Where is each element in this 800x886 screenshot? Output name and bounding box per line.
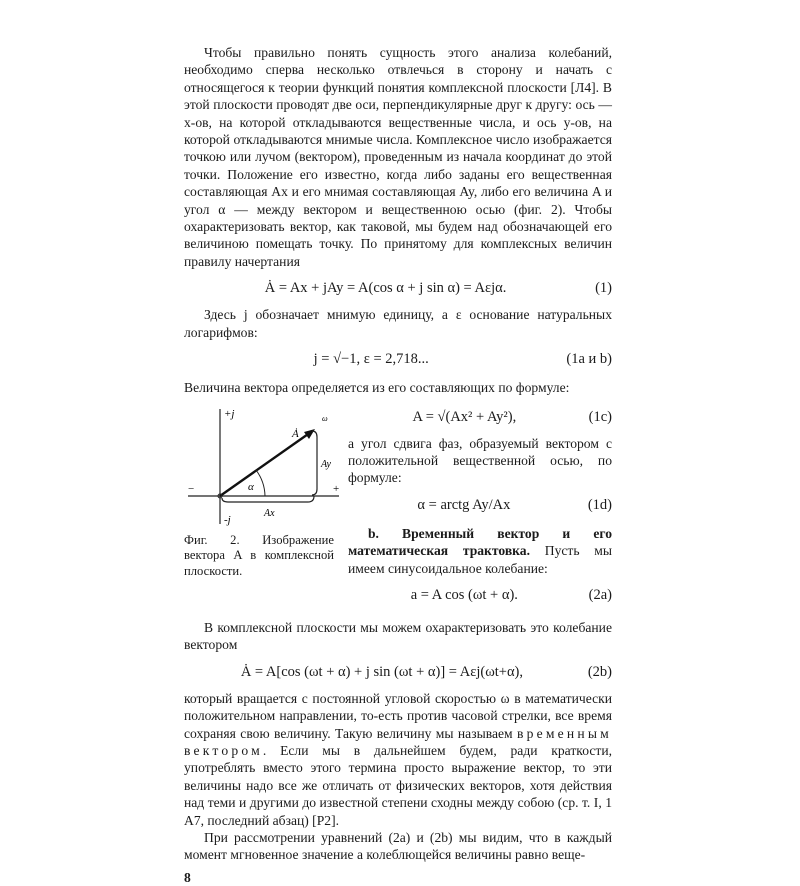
plus-sign-label: + bbox=[333, 482, 340, 495]
equation-1c bbox=[348, 399, 612, 435]
figure-2 bbox=[184, 399, 344, 580]
equation-formula: Ȧ = A[cos (ωt + α) + j sin (ωt + α)] = Aεj(ωt+α), bbox=[240, 663, 523, 680]
ay-bracket bbox=[312, 431, 317, 495]
equation-1ab bbox=[184, 341, 612, 377]
equation-label: (2a) bbox=[588, 586, 612, 603]
paragraph-section-b bbox=[348, 525, 612, 577]
figure-and-formulas bbox=[184, 399, 612, 613]
right-column bbox=[348, 399, 612, 613]
paragraph-j-definition: Здесь j обозначает мнимую единицу, а ε основание натуральных логарифмов: bbox=[184, 307, 612, 340]
equation-label: (2b) bbox=[587, 663, 612, 680]
section-text: Пусть мы имеем синусоидальное колебание: bbox=[348, 543, 613, 576]
equation-formula: Ȧ = Ax + jAy = A(cos α + j sin α) = Aεjα. bbox=[264, 280, 507, 297]
alpha-arc bbox=[256, 470, 265, 496]
minus-sign-label: − bbox=[188, 482, 195, 495]
ax-label: Ax bbox=[264, 507, 275, 519]
plus-j-label: +j bbox=[224, 407, 235, 420]
figure-caption: Фиг. 2. Изображение вектора A в комплексной плоскости. bbox=[184, 532, 334, 578]
text-part: . Если мы в дальнейшем будем, ради краткости, употреблять вместо этого термина просто выражение вектор, то эти величины надо все же отличать от физических векторов, хотя действия над теми и другими до известной степени сходны между собою (ср. т. I, 1 A7, последний абзац) [P2]. bbox=[184, 742, 612, 828]
equation-label: (1d) bbox=[587, 496, 612, 513]
emphasized-term: временным вектором bbox=[184, 725, 612, 758]
equation-label: (1) bbox=[595, 280, 612, 297]
text-part: который вращается с постоянной угловой скоростью ω в математически положительном направлении, то-есть против часовой стрелки, все время сохраняя свою величину. Такую величину мы называем bbox=[184, 690, 612, 741]
page-number: 8 bbox=[184, 870, 191, 885]
paragraph-equations-view: При рассмотрении уравнений (2a) и (2b) мы видим, что в каждый момент мгновенное значение a колеблющейся величины равно веще- bbox=[184, 830, 612, 863]
equation-1 bbox=[184, 270, 612, 306]
equation-2a bbox=[348, 577, 612, 613]
equation-label: (1a и b) bbox=[566, 351, 612, 368]
ay-label: Ay bbox=[321, 458, 331, 470]
omega-label: ω bbox=[322, 413, 328, 423]
alpha-label: α bbox=[248, 480, 254, 493]
paragraph-complex-plane: В комплексной плоскости мы можем охарактеризовать это колебание вектором bbox=[184, 619, 612, 653]
minus-j-label: -j bbox=[224, 513, 231, 526]
equation-2b bbox=[184, 654, 612, 690]
complex-plane-diagram bbox=[184, 399, 344, 529]
section-heading: b. Временный вектор и его математическая трактовка. bbox=[348, 525, 612, 559]
equation-formula: α = arctg Ay/Ax bbox=[417, 496, 511, 513]
paragraph-rotating-vector bbox=[184, 690, 612, 829]
vector-line bbox=[220, 432, 311, 496]
ax-bracket bbox=[222, 496, 314, 502]
equation-1d bbox=[348, 487, 612, 523]
equation-label: (1c) bbox=[588, 408, 612, 425]
paragraph-intro: Чтобы правильно понять сущность этого анализа колебаний, необходимо сперва несколько отвлечься в сторону и начать с относящегося к теории функций понятия комплексной плоскости [Л4]. В этой плоскости проводят две оси, перпендикулярные друг к другу: ось — x-ов, на которой откладываются вещественные числа, и ось y-ов, на которой откладываются мнимые числа. Комплексное число изображается точкою или лучом (вектором), проведенным из начала координат до этой точки. Положение его известно, когда либо заданы его вещественная составляющая Ax и его мнимая составляющая Ay, либо его величина A и угол α — между вектором и вещественною осью (фиг. 2). Чтобы охарактеризовать вектор, как таковой, мы будем над обозначающей его величиною помещать точку. По принятому для комплексных величин правилу начертания bbox=[184, 45, 612, 269]
vector-arrowhead bbox=[304, 429, 315, 439]
paragraph-magnitude: Величина вектора определяется из его составляющих по формуле: bbox=[184, 380, 570, 396]
equation-formula: j = √−1, ε = 2,718... bbox=[313, 351, 429, 368]
vector-label: Ȧ bbox=[292, 427, 299, 440]
equation-formula: A = √(Ax² + Ay²), bbox=[412, 408, 517, 425]
paragraph-phase-angle: а угол сдвига фаз, образуемый вектором с положительной вещественной осью, по формуле: bbox=[348, 435, 612, 486]
equation-formula: a = A cos (ωt + α). bbox=[410, 586, 518, 603]
document-page bbox=[184, 44, 612, 864]
